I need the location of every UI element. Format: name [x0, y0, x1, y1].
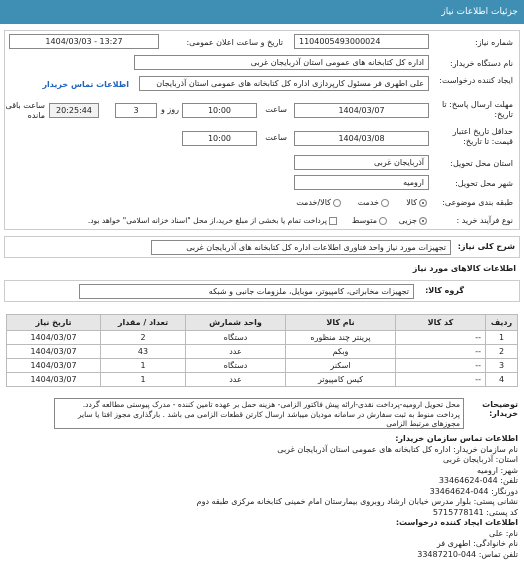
goods-info-title: اطلاعات کالاهای مورد نیاز: [412, 264, 516, 273]
deadline-row: [5, 100, 519, 122]
col-qty-header: تعداد / مقدار: [101, 315, 186, 331]
deadline-hour-field: 10:00: [182, 103, 257, 118]
process-label: نوع فرآیند خرید :: [456, 216, 513, 225]
buyer-contact-title: اطلاعات تماس سازمان خریدار:: [395, 434, 518, 443]
fax-value: 044-33464624: [429, 486, 489, 496]
postal-line: کد پستی: 5715778141: [432, 507, 518, 517]
name-cell: وبکم: [286, 345, 396, 359]
goods-table-wrapper: [6, 314, 518, 387]
summary-field: تجهیزات مورد نیاز واحد فناوری اطلاعات اداره کل کتابخانه های آذربایجان غربی: [151, 240, 451, 255]
creator-family-line: نام خانوادگی: اطهری فر: [436, 539, 518, 548]
radio-selected-icon: [419, 199, 427, 207]
deadline-date-field: 1404/03/07: [294, 103, 429, 118]
phone-line: تلفن: 044-33464624: [438, 476, 518, 485]
city-label: شهر محل تحویل:: [455, 179, 513, 188]
col-date-header: تاریخ نیاز: [7, 315, 101, 331]
unit-cell: دستگاه: [186, 359, 286, 373]
notes-field: محل تحویل ارومیه-پرداخت نقدی-ارائه پیش فاکتور الزامی- هزینه حمل بر عهده تامین کننده - مدرک پیوستی مطالعه گردد. پرداخت منوط به ثبت سفارش در سامانه مودیان میباشد ارسال کارتن قطعات الزامی می باشد . بارگذاری مجوز افتا یا سایر مجوزهای مرتبط الزامی: [54, 398, 464, 429]
code-cell: --: [396, 345, 486, 359]
phone-value: 044-33464624: [438, 476, 498, 485]
name-cell: کیس کامپیوتر: [286, 373, 396, 387]
city-field: ارومیه: [294, 175, 429, 190]
goods-table-header: [7, 315, 518, 331]
city-row: [5, 175, 519, 193]
creator-field: علی اطهری فر مسئول کارپردازی اداره کل کتابخانه های عمومی استان آذربایجان: [139, 76, 429, 91]
goods-group-label: گروه کالا:: [425, 286, 464, 295]
qty-cell: 1: [101, 373, 186, 387]
announce-label: تاریخ و ساعت اعلان عمومی:: [186, 38, 283, 47]
summary-label: شرح کلی نیاز:: [457, 242, 515, 251]
creator-name: علی: [489, 528, 504, 538]
goods-group-field: تجهیزات مخابراتی، کامپیوتر، موبایل، ملزومات جانبی و شبکه: [79, 284, 414, 299]
need-number-label: شماره نیاز:: [475, 38, 513, 47]
col-code-header: کد کالا: [396, 315, 486, 331]
postal-value: 5715778141: [432, 507, 484, 517]
code-cell: --: [396, 373, 486, 387]
row-number-cell: 4: [486, 373, 518, 387]
days-field: 3: [115, 103, 157, 118]
row-number-cell: 2: [486, 345, 518, 359]
validity-hour-label: ساعت: [265, 133, 287, 142]
need-summary-section: [4, 236, 520, 258]
category-goods-radio[interactable]: کالا: [406, 194, 427, 212]
code-cell: --: [396, 331, 486, 345]
buyer-row: [5, 55, 519, 73]
creator-phone-line: تلفن تماس: 044-33487210: [417, 549, 518, 559]
unit-cell: دستگاه: [186, 331, 286, 345]
qty-cell: 43: [101, 345, 186, 359]
date-cell: 1404/03/07: [7, 359, 101, 373]
creator-row: [5, 76, 519, 94]
category-both-radio[interactable]: کالا/خدمت: [296, 194, 341, 212]
creator-label: ایجاد کننده درخواست:: [439, 76, 513, 85]
goods-table: [6, 314, 518, 387]
row-number-cell: 1: [486, 331, 518, 345]
radio-icon: [379, 217, 387, 225]
address-line: نشانی پستی: بلوار مدرس خیابان ارشاد روبروی بیمارستان امام خمینی کتابخانه مرکزی طبقه دوم: [196, 497, 518, 506]
day-label: روز و: [161, 105, 179, 114]
buyer-label: نام دستگاه خریدار:: [450, 59, 513, 68]
deadline-hour-label: ساعت: [265, 105, 287, 114]
validity-label: حداقل تاریخ اعتبار قیمت: تا تاریخ:: [452, 127, 513, 146]
name-cell: پرینتر چند منظوره: [286, 331, 396, 345]
date-cell: 1404/03/07: [7, 345, 101, 359]
buyer-field: اداره کل کتابخانه های عمومی استان آذربایجان غربی: [134, 55, 429, 70]
page-title: جزئیات اطلاعات نیاز: [441, 7, 518, 17]
row-number-cell: 3: [486, 359, 518, 373]
buyer-notes-section: [4, 396, 520, 430]
need-number-field: 1104005493000024: [294, 34, 429, 49]
radio-icon: [381, 199, 389, 207]
goods-group-section: [4, 280, 520, 302]
validity-date-field: 1404/03/08: [294, 131, 429, 146]
treasury-payment-checkbox[interactable]: پرداخت تمام یا بخشی از مبلغ خرید،از محل "اسناد خزانه اسلامی" خواهد بود.: [88, 212, 337, 230]
date-cell: 1404/03/07: [7, 373, 101, 387]
fax-line: دورنگار: 044-33464624: [429, 486, 518, 496]
category-row: [5, 194, 519, 212]
unit-cell: عدد: [186, 373, 286, 387]
notes-label: توضیحات خریدار:: [482, 400, 518, 418]
org-name-line: نام سازمان خریدار: اداره کل کتابخانه های عمومی استان آذربایجان غربی: [277, 444, 518, 454]
province-row: [5, 155, 519, 173]
page-header: [0, 0, 524, 24]
remaining-time-field: 20:25:44: [49, 103, 99, 118]
category-label: طبقه بندی موضوعی:: [442, 198, 513, 207]
code-cell: --: [396, 359, 486, 373]
province-field: آذربایجان غربی: [294, 155, 429, 170]
need-details-form: [4, 30, 520, 230]
province-label: استان محل تحویل:: [450, 159, 513, 168]
creator-phone: 044-33487210: [417, 549, 477, 559]
col-name-header: نام کالا: [286, 315, 396, 331]
process-partial-radio[interactable]: جزیی: [399, 212, 427, 230]
category-service-radio[interactable]: خدمت: [358, 194, 389, 212]
table-row: [7, 331, 518, 345]
qty-cell: 1: [101, 359, 186, 373]
remaining-label: ساعت باقی مانده: [5, 101, 45, 120]
col-row-header: ردیف: [486, 315, 518, 331]
province-line: استان: آذربایجان غربی: [443, 455, 518, 464]
table-row: [7, 373, 518, 387]
process-medium-radio[interactable]: متوسط: [352, 212, 387, 230]
deadline-label: مهلت ارسال پاسخ: تا تاریخ:: [441, 100, 513, 119]
city-line: شهر: ارومیه: [477, 465, 518, 475]
creator-name-line: نام: علی: [489, 528, 518, 538]
qty-cell: 2: [101, 331, 186, 345]
checkbox-icon: [329, 217, 337, 225]
name-cell: اسکنر: [286, 359, 396, 373]
table-row: [7, 345, 518, 359]
unit-cell: عدد: [186, 345, 286, 359]
radio-icon: [333, 199, 341, 207]
date-cell: 1404/03/07: [7, 331, 101, 345]
buyer-contact-link[interactable]: اطلاعات تماس خریدار: [42, 80, 129, 89]
process-row: [5, 212, 519, 230]
creator-contact-title: اطلاعات ایجاد کننده درخواست:: [395, 518, 518, 527]
need-number-row: [5, 34, 519, 52]
table-row: [7, 359, 518, 373]
validity-row: [5, 127, 519, 149]
creator-family: اطهری فر: [436, 539, 471, 548]
announce-field: 1404/03/03 - 13:27: [9, 34, 159, 49]
validity-hour-field: 10:00: [182, 131, 257, 146]
radio-selected-icon: [419, 217, 427, 225]
col-unit-header: واحد شمارش: [186, 315, 286, 331]
contact-section: [6, 434, 518, 560]
